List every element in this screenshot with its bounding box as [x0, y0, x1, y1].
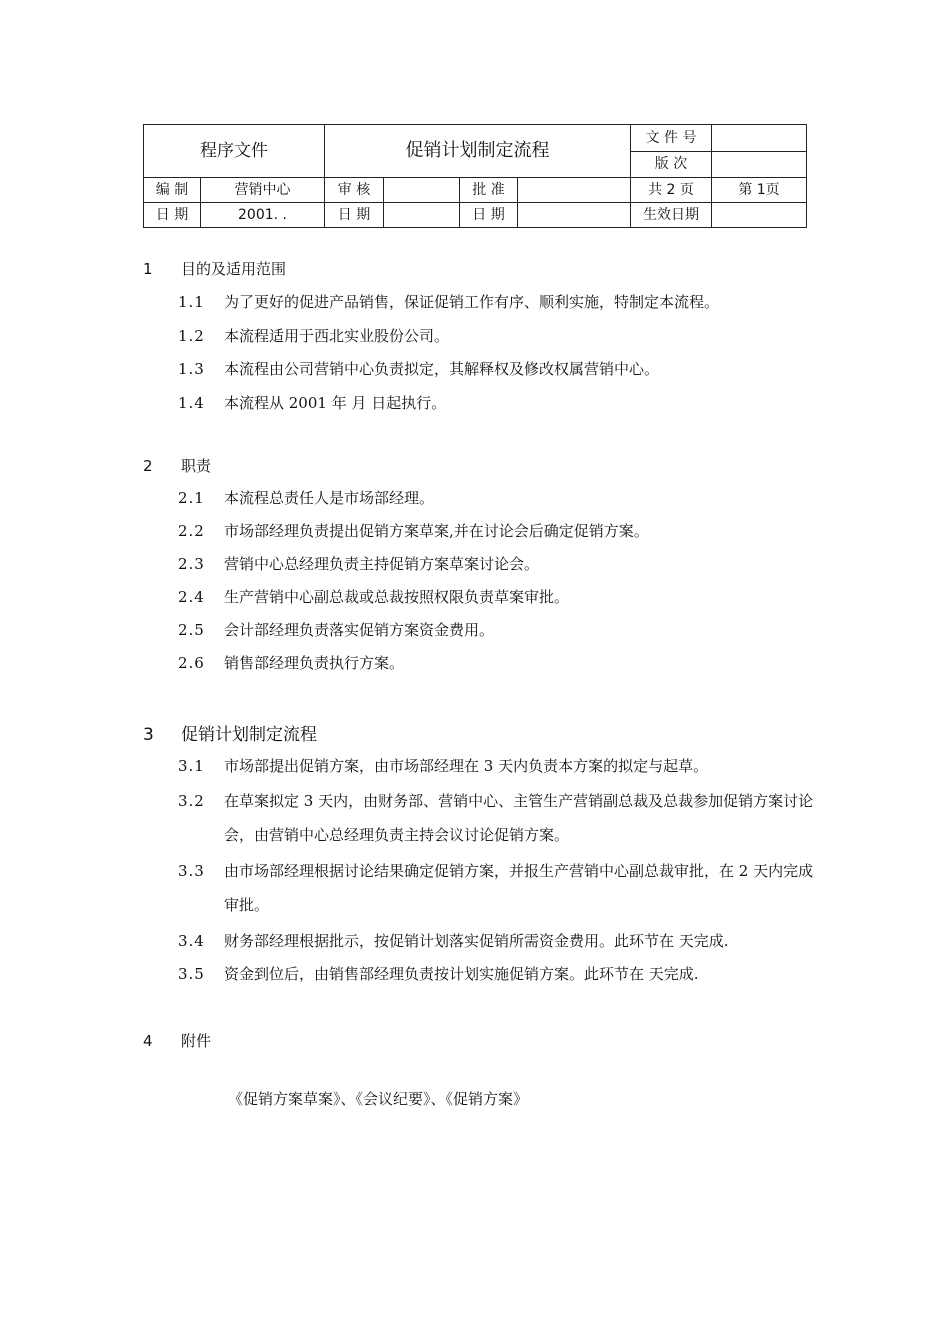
item-text: 本流程由公司营销中心负责拟定，其解释权及修改权属营销中心。 [224, 360, 660, 378]
doc-type: 程序文件 [144, 125, 325, 178]
item-number: 1.4 [178, 394, 205, 412]
compile-label: 编 制 [144, 178, 201, 203]
item-text: 在草案拟定 3 天内，由财务部、营销中心、主管生产营销副总裁及总裁参加促销方案讨论会，由营销中心总经理负责主持会议讨论促销方案。 [224, 792, 814, 844]
list-item [178, 319, 818, 353]
review-value [384, 178, 460, 203]
list-item [178, 285, 818, 319]
item-text: 市场部经理负责提出促销方案草案,并在讨论会后确定促销方案。 [224, 522, 649, 540]
section-title: 附件 [181, 1032, 212, 1050]
item-text: 营销中心总经理负责主持促销方案草案讨论会。 [224, 555, 540, 573]
date-value: 2001. . [201, 203, 325, 228]
item-text: 会计部经理负责落实促销方案资金费用。 [224, 621, 495, 639]
edition-label: 版 次 [631, 151, 712, 178]
section-heading [143, 1030, 211, 1051]
item-text: 本流程适用于西北实业股份公司。 [224, 327, 450, 345]
document-header-table [143, 124, 807, 228]
approve-label: 批 准 [460, 178, 518, 203]
item-number: 2.4 [178, 588, 205, 606]
list-item [178, 386, 818, 420]
file-no-label: 文 件 号 [631, 125, 712, 152]
section-heading [143, 455, 211, 476]
review-date-label: 日 期 [325, 203, 384, 228]
item-text: 销售部经理负责执行方案。 [224, 654, 405, 672]
effective-date-label: 生效日期 [631, 203, 712, 228]
item-text: 资金到位后，由销售部经理负责按计划实施促销方案。此环节在 天完成. [224, 965, 699, 983]
item-text: 本流程从 2001 年 月 日起执行。 [224, 394, 447, 412]
edition-value [712, 151, 807, 178]
list-item [178, 547, 818, 581]
list-item [178, 613, 818, 647]
section-heading [143, 720, 317, 745]
review-date-value [384, 203, 460, 228]
list-item [178, 580, 818, 614]
review-label: 审 核 [325, 178, 384, 203]
item-number: 2.3 [178, 555, 205, 573]
annex-list: 《促销方案草案》、《会议纪要》、《促销方案》 [228, 1090, 529, 1108]
section-number: 3 [143, 725, 154, 745]
section-number: 1 [143, 260, 153, 278]
list-item [178, 646, 818, 680]
list-item [178, 481, 818, 515]
approve-date-label: 日 期 [460, 203, 518, 228]
list-item [178, 352, 818, 386]
list-item [178, 749, 818, 783]
date-label: 日 期 [144, 203, 201, 228]
section-title: 目的及适用范围 [181, 260, 287, 278]
approve-value [518, 178, 631, 203]
item-number: 2.2 [178, 522, 205, 540]
list-item [178, 514, 818, 548]
list-item [178, 854, 818, 922]
doc-title: 促销计划制定流程 [325, 125, 631, 178]
item-number: 1.1 [178, 293, 205, 311]
list-item [178, 924, 818, 958]
item-number: 1.3 [178, 360, 205, 378]
item-number: 3.5 [178, 965, 205, 983]
item-number: 3.2 [178, 792, 205, 810]
item-text: 财务部经理根据批示，按促销计划落实促销所需资金费用。此环节在 天完成. [224, 932, 729, 950]
item-text: 由市场部经理根据讨论结果确定促销方案，并报生产营销中心副总裁审批，在 2 天内完成审批。 [224, 862, 814, 914]
section-title: 促销计划制定流程 [181, 725, 317, 745]
section-number: 2 [143, 457, 153, 475]
section-number: 4 [143, 1032, 153, 1050]
item-number: 3.1 [178, 757, 205, 775]
section-heading [143, 258, 286, 279]
item-number: 2.6 [178, 654, 205, 672]
item-text: 市场部提出促销方案，由市场部经理在 3 天内负责本方案的拟定与起草。 [224, 757, 709, 775]
item-number: 1.2 [178, 327, 205, 345]
compile-value: 营销中心 [201, 178, 325, 203]
list-item [178, 957, 818, 991]
item-number: 3.3 [178, 862, 205, 880]
total-pages: 共 2 页 [631, 178, 712, 203]
item-number: 2.1 [178, 489, 205, 507]
list-item [178, 784, 818, 852]
item-text: 生产营销中心副总裁或总裁按照权限负责草案审批。 [224, 588, 570, 606]
effective-date-value [712, 203, 807, 228]
item-number: 2.5 [178, 621, 205, 639]
item-number: 3.4 [178, 932, 205, 950]
item-text: 本流程总责任人是市场部经理。 [224, 489, 435, 507]
item-text: 为了更好的促进产品销售，保证促销工作有序、顺利实施，特制定本流程。 [224, 293, 720, 311]
section-title: 职责 [181, 457, 212, 475]
file-no-value [712, 125, 807, 152]
approve-date-value [518, 203, 631, 228]
page-number: 第 1页 [712, 178, 807, 203]
